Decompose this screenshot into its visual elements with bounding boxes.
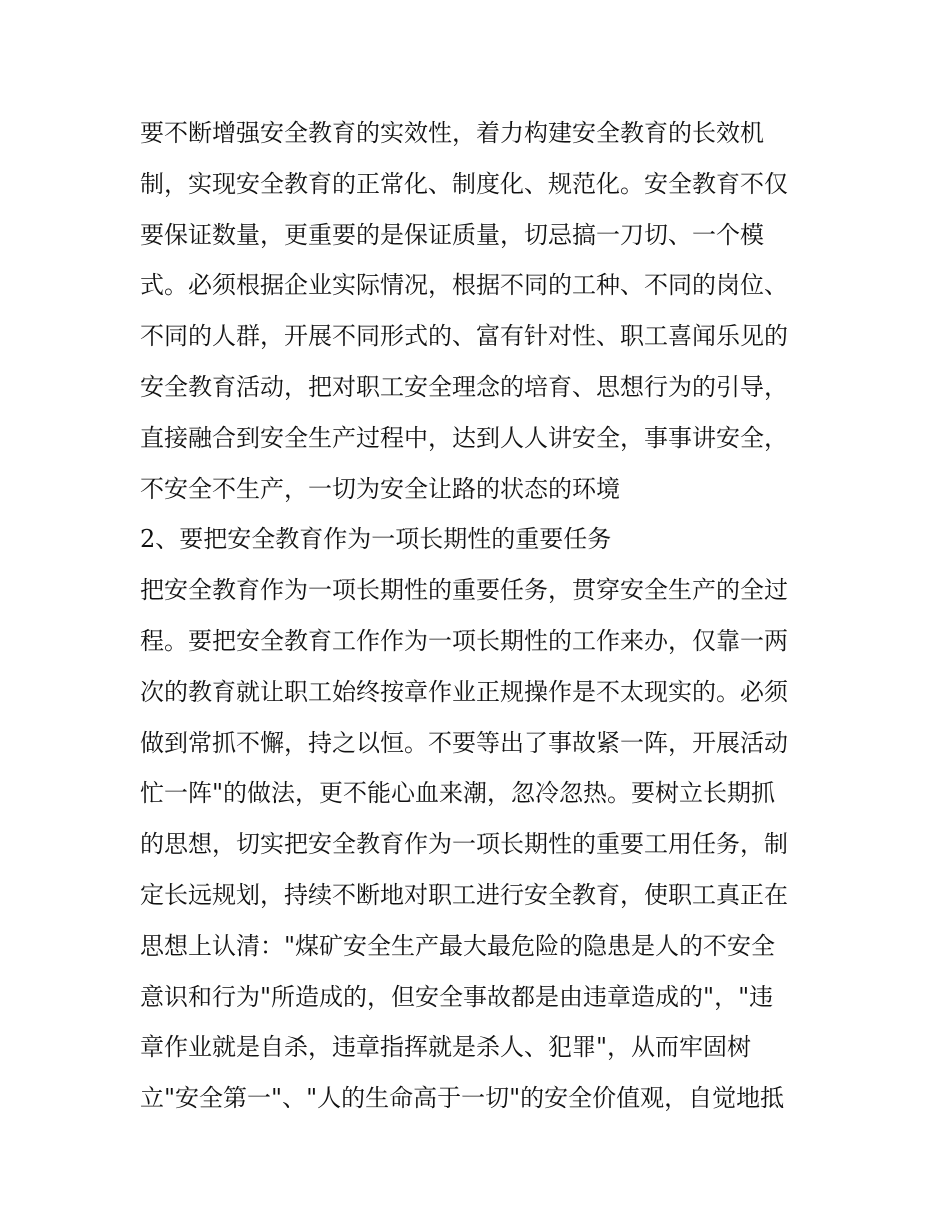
text-line: 不安全不生产，一切为安全让路的状态的环境 <box>140 474 620 503</box>
text-line: 思想上认清："煤矿安全生产最大最危险的隐患是人的不安全 <box>140 931 776 960</box>
text-line: 意识和行为"所造成的，但安全事故都是由违章造成的"，"违 <box>140 982 774 1011</box>
text-line: 章作业就是自杀，违章指挥就是杀人、犯罪"，从而牢固树 <box>140 1033 752 1062</box>
text-line: 的思想，切实把安全教育作为一项长期性的重要工用任务，制 <box>140 830 788 859</box>
section-heading: 2、要把安全教育作为一项长期性的重要任务 <box>140 525 612 554</box>
text-line: 要保证数量，更重要的是保证质量，切忌搞一刀切、一个模 <box>140 220 764 249</box>
text-line: 程。要把安全教育工作作为一项长期性的工作来办，仅靠一两 <box>140 626 788 655</box>
body-text <box>140 108 820 1124</box>
text-line: 定长远规划，持续不断地对职工进行安全教育，使职工真正在 <box>140 880 788 909</box>
text-line: 制，实现安全教育的正常化、制度化、规范化。安全教育不仅 <box>140 169 788 198</box>
text-line: 做到常抓不懈，持之以恒。不要等出了事故紧一阵，开展活动 <box>140 728 788 757</box>
text-line: 直接融合到安全生产过程中，达到人人讲安全，事事讲安全， <box>140 423 788 452</box>
text-line: 把安全教育作为一项长期性的重要任务，贯穿安全生产的全过 <box>140 576 788 605</box>
text-line: 忙一阵"的做法，更不能心血来潮，忽冷忽热。要树立长期抓 <box>140 779 776 808</box>
text-line: 次的教育就让职工始终按章作业正规操作是不太现实的。必须 <box>140 677 788 706</box>
text-line: 立"安全第一"、"人的生命高于一切"的安全价值观，自觉地抵 <box>140 1084 785 1113</box>
text-line: 不同的人群，开展不同形式的、富有针对性、职工喜闻乐见的 <box>140 322 788 351</box>
text-line: 安全教育活动，把对职工安全理念的培育、思想行为的引导， <box>140 372 788 401</box>
text-line: 要不断增强安全教育的实效性，着力构建安全教育的长效机 <box>140 119 764 147</box>
text-line: 式。必须根据企业实际情况，根据不同的工种、不同的岗位、 <box>140 271 788 300</box>
